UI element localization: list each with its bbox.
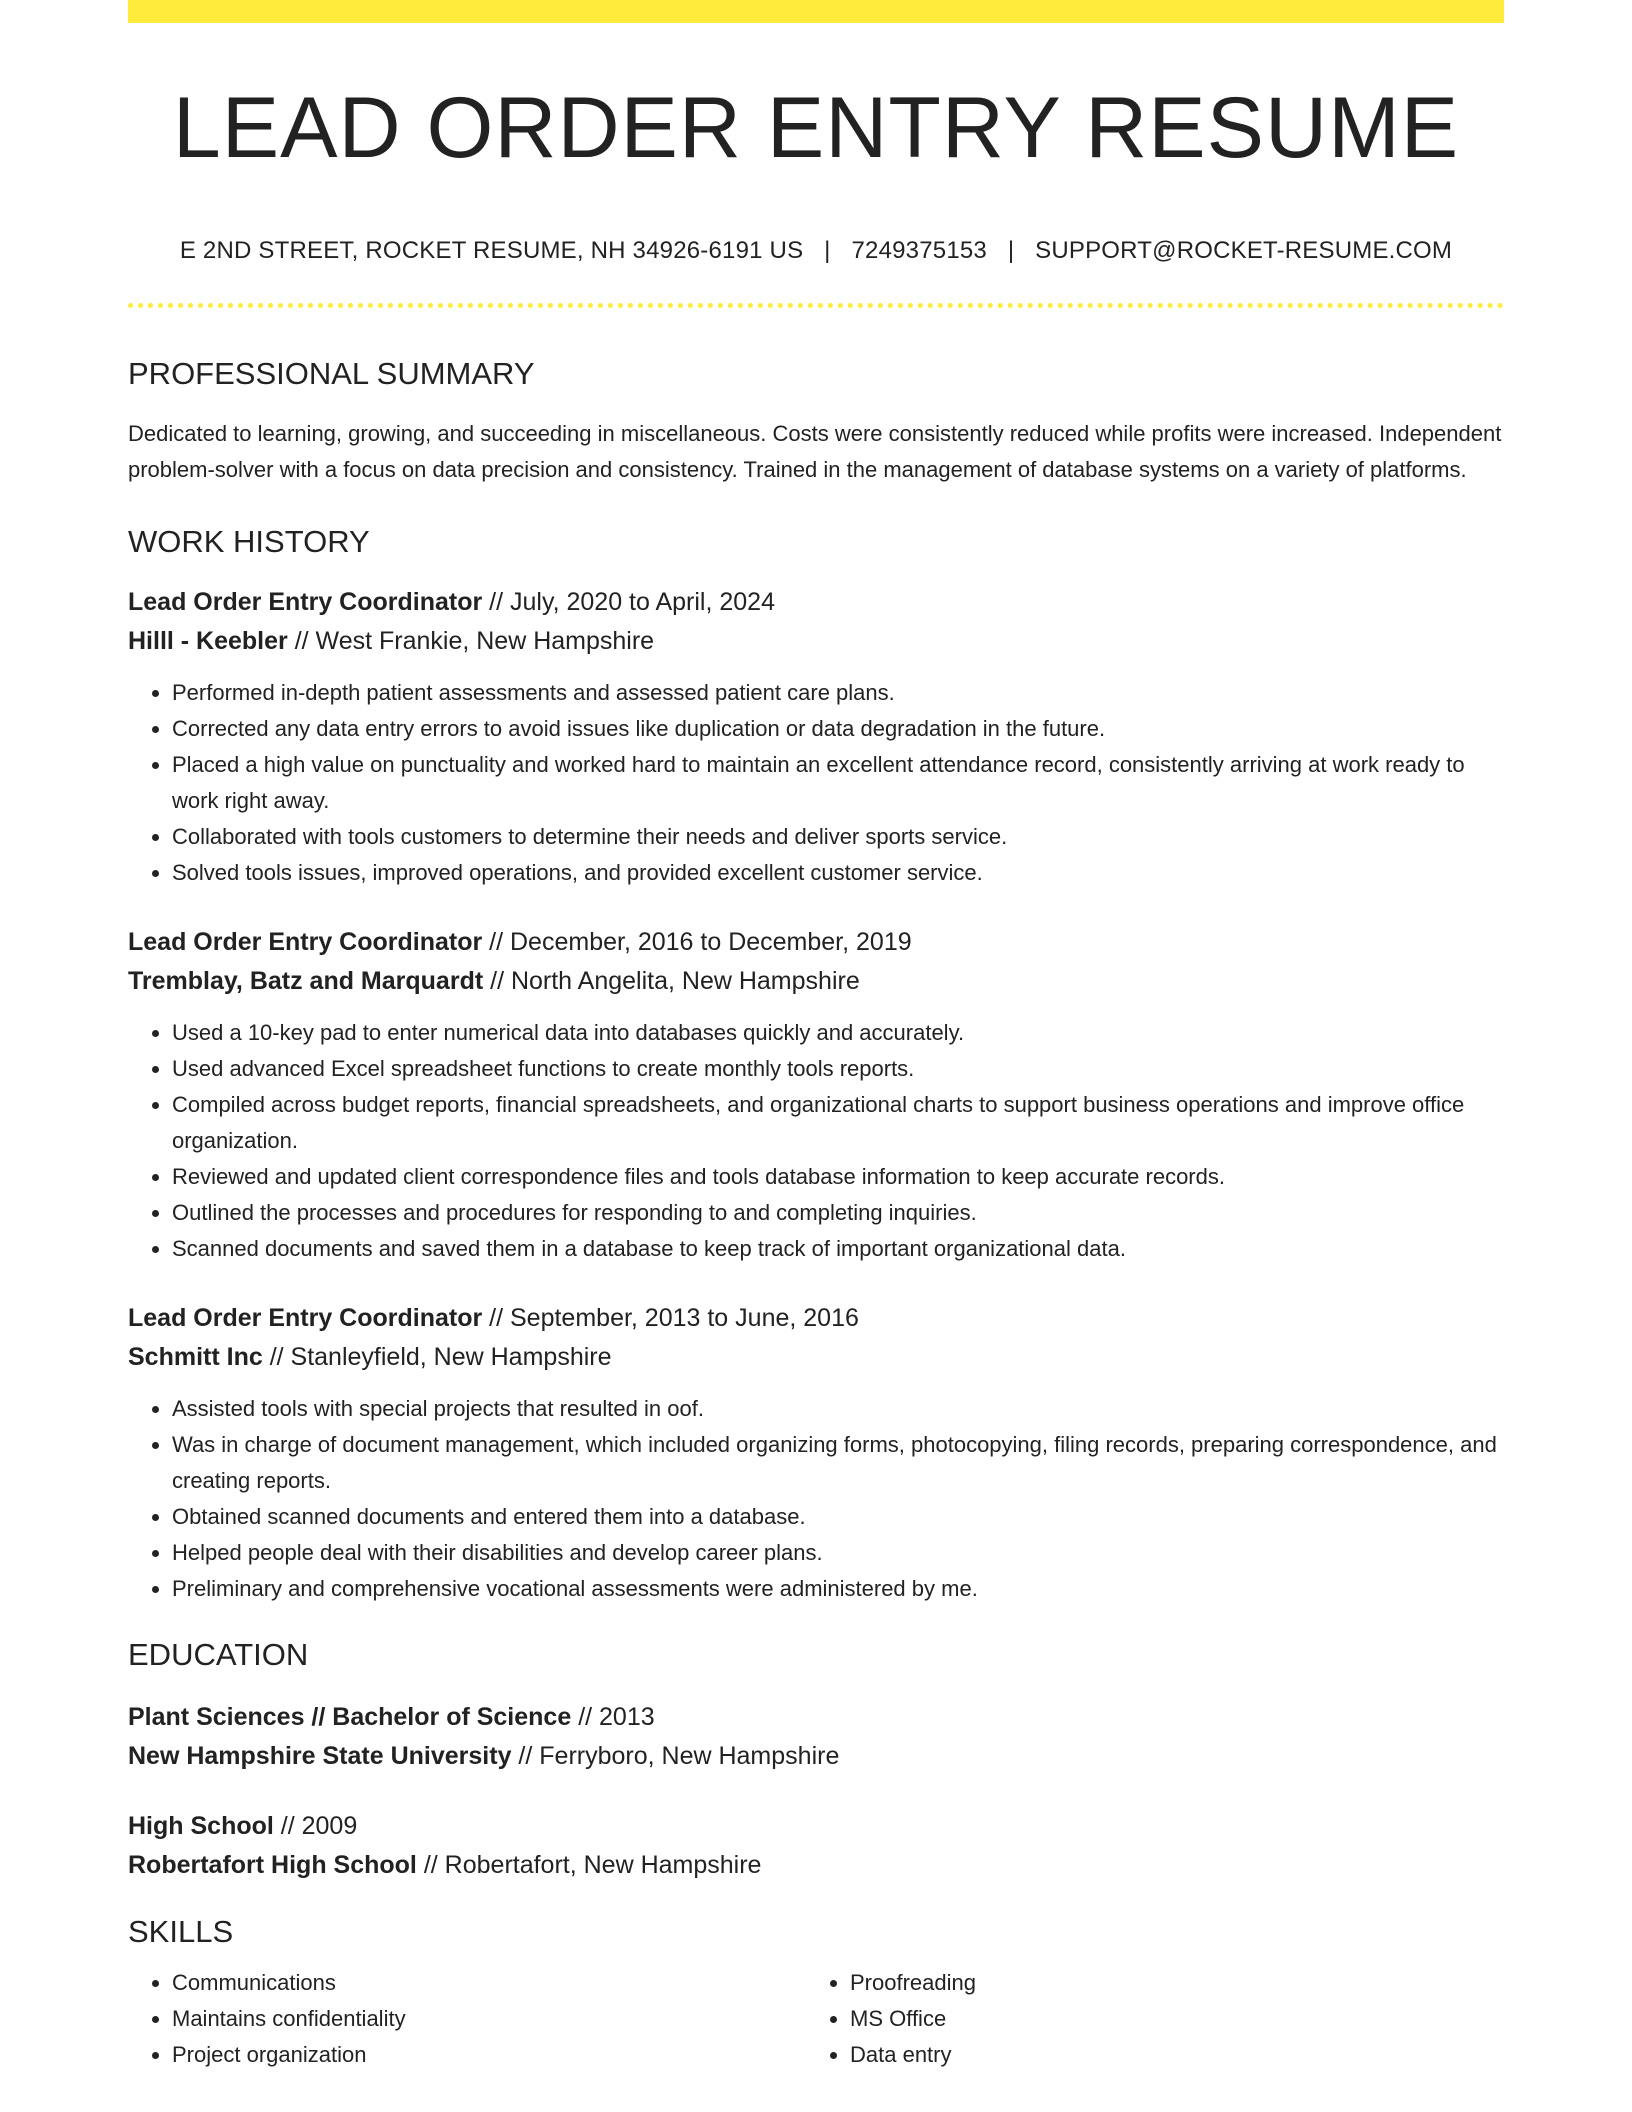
skill-item: • Proofreading xyxy=(850,1965,1484,2001)
job-bullet: • Obtained scanned documents and entered them into a database. xyxy=(172,1499,1504,1535)
education-school: New Hampshire State University xyxy=(128,1742,512,1770)
job-company-line xyxy=(128,622,1504,661)
job-company-line xyxy=(128,1338,1504,1377)
job-bullet: • Scanned documents and saved them in a database to keep track of important organizational data. xyxy=(172,1231,1504,1267)
job-bullets xyxy=(128,1391,1504,1607)
job-bullet: • Preliminary and comprehensive vocational assessments were administered by me. xyxy=(172,1571,1504,1607)
job-dates: // July, 2020 to April, 2024 xyxy=(482,588,775,616)
job-company: Tremblay, Batz and Marquardt xyxy=(128,967,484,995)
top-accent-bar xyxy=(128,0,1504,23)
job-entry xyxy=(128,583,1504,891)
contact-email: SUPPORT@ROCKET-RESUME.COM xyxy=(1035,237,1453,264)
contact-phone: 7249375153 xyxy=(851,237,987,264)
job-company: Hilll - Keebler xyxy=(128,627,288,655)
job-bullet: • Corrected any data entry errors to avoid issues like duplication or data degradation in the future. xyxy=(172,711,1504,747)
work-history-heading: WORK HISTORY xyxy=(128,524,370,559)
education-entry xyxy=(128,1807,1504,1885)
job-bullet: • Collaborated with tools customers to determine their needs and deliver sports service. xyxy=(172,819,1504,855)
job-bullet: • Compiled across budget reports, financial spreadsheets, and organizational charts to support business operations and improve office organization. xyxy=(172,1087,1504,1159)
contact-address: E 2ND STREET, ROCKET RESUME, NH 34926-6191 US xyxy=(179,237,804,264)
job-entry xyxy=(128,923,1504,1267)
education-heading: EDUCATION xyxy=(128,1637,309,1672)
education-location: // Robertafort, New Hampshire xyxy=(416,1851,762,1879)
education-school-line xyxy=(128,1846,1504,1885)
skills-column-left xyxy=(128,1965,806,2073)
job-bullet: • Solved tools issues, improved operations, and provided excellent customer service. xyxy=(172,855,1504,891)
job-bullet: • Outlined the processes and procedures for responding to and completing inquiries. xyxy=(172,1195,1504,1231)
job-location: // West Frankie, New Hampshire xyxy=(287,627,655,655)
job-bullet: • Was in charge of document management, which included organizing forms, photocopying, filing records, preparing correspondence, and creating reports. xyxy=(172,1427,1504,1499)
education-degree-line xyxy=(128,1807,1504,1846)
job-location: // Stanleyfield, New Hampshire xyxy=(262,1343,612,1371)
job-bullet: • Reviewed and updated client correspondence files and tools database information to keep accurate records. xyxy=(172,1159,1504,1195)
education-year: // 2013 xyxy=(571,1703,655,1731)
education-year: // 2009 xyxy=(273,1812,358,1840)
skill-item: • Data entry xyxy=(850,2037,1484,2073)
education-degree: High School xyxy=(128,1812,274,1840)
job-bullets xyxy=(128,1015,1504,1267)
job-bullets xyxy=(128,675,1504,891)
education-degree-line xyxy=(128,1698,1504,1737)
job-title-line xyxy=(128,1299,1504,1338)
education-degree: Plant Sciences // Bachelor of Science xyxy=(128,1703,572,1731)
job-title-line xyxy=(128,583,1504,622)
job-bullet: • Performed in-depth patient assessments and assessed patient care plans. xyxy=(172,675,1504,711)
contact-separator: | xyxy=(1007,237,1015,264)
job-title: Lead Order Entry Coordinator xyxy=(128,588,483,616)
job-bullet: • Used a 10-key pad to enter numerical data into databases quickly and accurately. xyxy=(172,1015,1504,1051)
job-title: Lead Order Entry Coordinator xyxy=(128,1304,483,1332)
summary-text: Dedicated to learning, growing, and succeeding in miscellaneous. Costs were consistently reduced while profits were increased. Independent problem-solver with a focus on data precision and consistency. Trained in the management of database systems on a variety of platforms. xyxy=(128,421,1502,482)
summary-heading: PROFESSIONAL SUMMARY xyxy=(128,356,535,391)
skill-item: • MS Office xyxy=(850,2001,1484,2037)
dotted-divider xyxy=(128,303,1504,308)
job-title: Lead Order Entry Coordinator xyxy=(128,928,483,956)
job-bullet: • Assisted tools with special projects that resulted in oof. xyxy=(172,1391,1504,1427)
job-location: // North Angelita, New Hampshire xyxy=(483,967,860,995)
education-school-line xyxy=(128,1737,1504,1776)
contact-line xyxy=(128,237,1504,265)
skill-item: • Communications xyxy=(172,1965,806,2001)
skill-item: • Maintains confidentiality xyxy=(172,2001,806,2037)
job-bullet: • Helped people deal with their disabilities and develop career plans. xyxy=(172,1535,1504,1571)
education-entry xyxy=(128,1698,1504,1776)
skills-column-right xyxy=(806,1965,1484,2073)
job-bullet: • Used advanced Excel spreadsheet functions to create monthly tools reports. xyxy=(172,1051,1504,1087)
job-bullet: • Placed a high value on punctuality and worked hard to maintain an excellent attendance record, consistently arriving at work ready to work right away. xyxy=(172,747,1504,819)
education-school: Robertafort High School xyxy=(128,1851,417,1879)
job-title-line xyxy=(128,923,1504,962)
job-company: Schmitt Inc xyxy=(128,1343,263,1371)
contact-separator: | xyxy=(824,237,831,264)
education-location: // Ferryboro, New Hampshire xyxy=(511,1742,840,1770)
skills-grid xyxy=(128,1965,1504,2073)
job-dates: // September, 2013 to June, 2016 xyxy=(482,1304,859,1332)
job-company-line xyxy=(128,962,1504,1001)
resume-page xyxy=(128,0,1504,2073)
resume-title: LEAD ORDER ENTRY RESUME xyxy=(172,80,1460,176)
job-dates: // December, 2016 to December, 2019 xyxy=(482,928,912,956)
job-entry xyxy=(128,1299,1504,1607)
skills-heading: SKILLS xyxy=(128,1914,234,1949)
skill-item: • Project organization xyxy=(172,2037,806,2073)
